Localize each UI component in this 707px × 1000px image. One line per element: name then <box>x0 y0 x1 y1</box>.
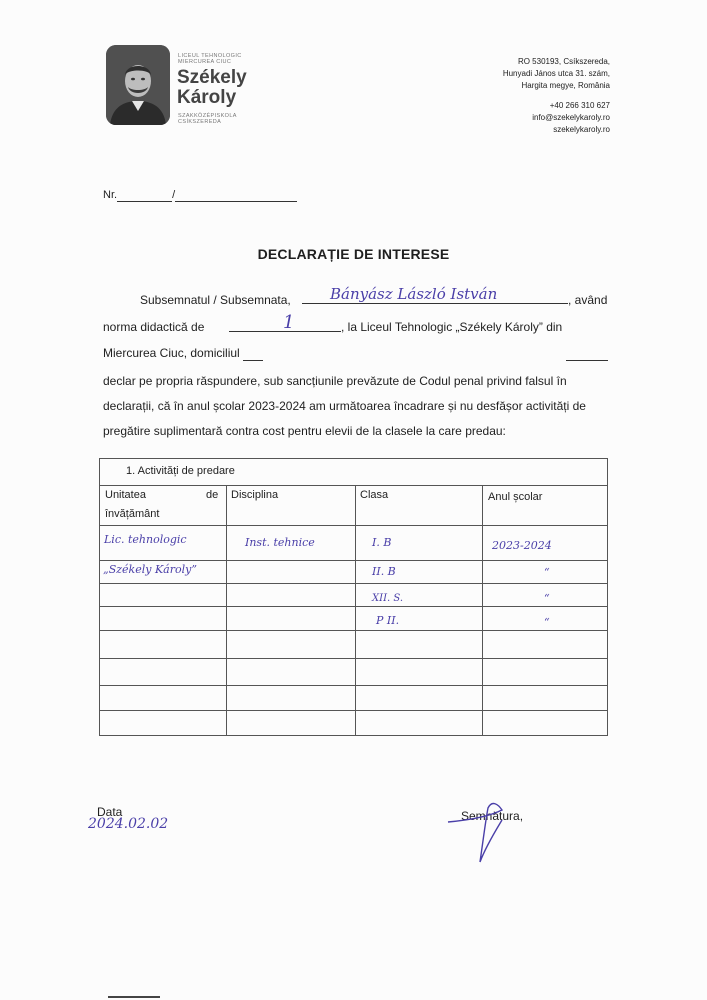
website: szekelykaroly.ro <box>553 125 610 134</box>
paragraph-line-2-start: norma didactică de <box>103 320 205 334</box>
header-clasa: Clasa <box>360 489 389 501</box>
table-row-3-clasa: XII. S. <box>372 593 404 604</box>
registration-number: Nr. / <box>103 189 297 202</box>
activities-table <box>99 458 608 736</box>
table-row-1-clasa: I. B <box>372 536 392 549</box>
logo-top-text: LICEUL TEHNOLOGIC MIERCUREA CIUC <box>178 53 242 65</box>
paragraph-line-1-end: , având <box>568 293 608 307</box>
handwritten-signature <box>440 790 530 870</box>
logo-bottom-text: SZAKKÖZÉPISKOLA CSÍKSZEREDA <box>178 113 237 125</box>
table-section-title: 1. Activități de predare <box>126 465 235 477</box>
address-block: RO 530193, Csíkszereda, Hunyadi János utca 31. szám, Hargita megye, România <box>502 57 610 90</box>
paragraph-line-5: declarații, că în anul școlar 2023-2024 am următoarea încadrare și nu desfășor activități de <box>103 399 586 413</box>
document-title: DECLARAȚIE DE INTERESE <box>257 246 450 262</box>
name-underline <box>302 303 568 304</box>
date-handwritten: 2024.02.02 <box>88 816 169 832</box>
table-row-4-clasa: P II. <box>376 614 400 627</box>
portrait-icon <box>106 45 170 125</box>
header-invatamant: învățământ <box>105 508 160 520</box>
paragraph-line-3: Miercurea Ciuc, domiciliul <box>103 346 263 361</box>
header-de: de <box>206 489 219 501</box>
date-label: Data <box>97 805 123 819</box>
norma-handwritten: 1 <box>283 312 295 333</box>
table-row-1-unit: Lic. tehnologic <box>104 533 187 546</box>
email: info@szekelykaroly.ro <box>532 113 610 122</box>
table-row-1-disc: Inst. tehnice <box>245 536 315 549</box>
logo-school-name: Székely Károly <box>177 67 247 108</box>
phone: +40 266 310 627 <box>549 101 610 110</box>
signature-label: Semnătura, <box>461 809 524 823</box>
paragraph-line-2-end: , la Liceul Tehnologic „Székely Károly” din <box>341 320 563 334</box>
table-row-3-an: “ <box>544 592 550 605</box>
header-unitatea: Unitatea <box>105 489 146 501</box>
header-anul-scolar: Anul școlar <box>488 491 543 503</box>
table-row-2-an: “ <box>544 566 550 579</box>
table-row-1-an: 2023-2024 <box>492 539 552 552</box>
school-logo-portrait <box>106 45 170 125</box>
table-row-4-an: “ <box>544 616 550 629</box>
domiciliu-underline <box>566 360 608 361</box>
table-row-2-clasa: II. B <box>372 565 396 578</box>
paragraph-line-4: declar pe propria răspundere, sub sancțiunile prevăzute de Codul penal privind falsul în <box>103 374 567 388</box>
paragraph-line-1: Subsemnatul / Subsemnata, <box>140 293 291 307</box>
header-disciplina: Disciplina <box>231 489 279 501</box>
contact-block <box>532 100 610 136</box>
paragraph-line-6: pregătire suplimentară contra cost pentru elevii de la clasele la care predau: <box>103 424 506 438</box>
footer-divider <box>108 996 160 998</box>
table-row-2-unit: „Székely Károly” <box>103 563 197 576</box>
declarant-name-handwritten: Bányász László István <box>330 285 498 303</box>
